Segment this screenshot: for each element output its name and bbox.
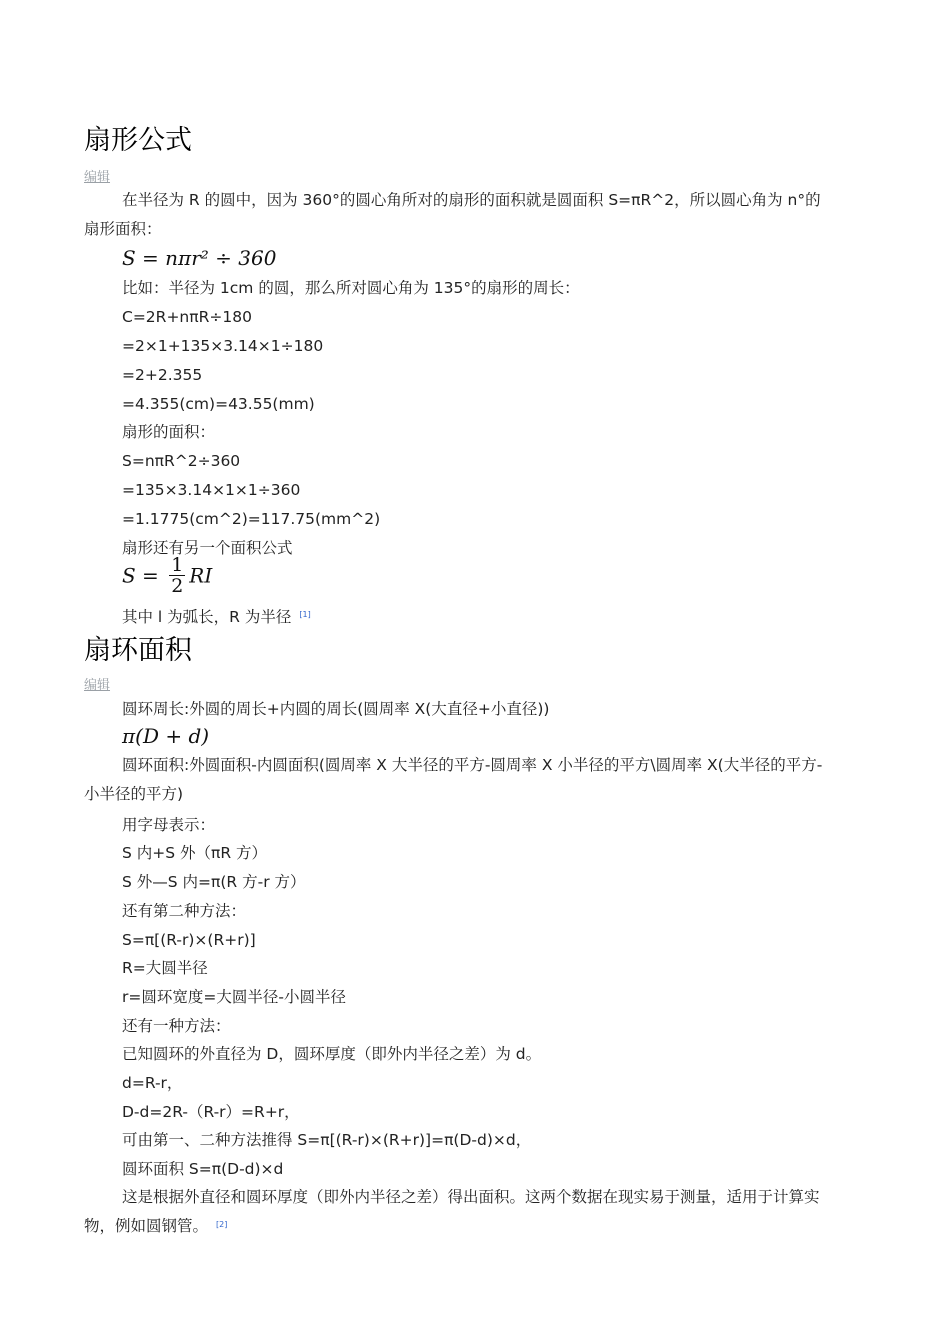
reference-link[interactable]: [2] [216,1220,228,1229]
formula-sector-area-text: S = nπr² ÷ 360 [122,246,277,270]
formula-sector-area [122,246,276,270]
text-line: S=π[(R-r)×(R+r)] [122,931,256,949]
paragraph-closing [84,1183,824,1241]
text-line-closing [122,607,311,627]
text-line: =1.1775(cm^2)=117.75(mm^2) [122,510,381,528]
text-line: 圆环周长:外圆的周长+内圆的周长(圆周率 X(大直径+小直径)) [122,700,550,718]
text-line: r=圆环宽度=大圆半径-小圆半径 [122,988,346,1006]
fraction-numerator: 1 [171,554,184,576]
text-line: 还有第二种方法： [122,902,247,920]
formula-left: S = [122,563,159,588]
closing-text: 其中 l 为弧长，R 为半径 [122,608,292,626]
text-line: =2+2.355 [122,366,203,384]
text-line: S=nπR^2÷360 [122,452,241,470]
text-line: 用字母表示： [122,816,216,834]
text-line: 扇形的面积： [122,423,216,441]
paragraph-intro: 在半径为 R 的圆中，因为 360°的圆心角所对的扇形的面积就是圆面积 S=πR^2，所以圆心角为 n°的扇形面积： [84,191,821,238]
section-heading-sector-formula: 扇形公式 [84,125,192,156]
formula-ring-perimeter-text: π(D + d) [122,724,210,748]
section-heading-ring-area: 扇环面积 [84,635,192,666]
text-line: 可由第一、二种方法推得 S=π[(R-r)×(R+r)]=π(D-d)×d， [122,1131,532,1149]
reference-link[interactable]: [1] [299,610,311,619]
text-line: =135×3.14×1×1÷360 [122,481,301,499]
edit-link[interactable]: 编辑 [84,678,111,693]
text-line: =4.355(cm)=43.55(mm) [122,395,315,413]
text-line: R=大圆半径 [122,959,208,977]
text-line: d=R-r， [122,1074,183,1092]
text-line: D-d=2R-（R-r）=R+r， [122,1103,300,1121]
closing-paragraph-text: 这是根据外直径和圆环厚度（即外内半径之差）得出面积。这两个数据在现实易于测量，适用于计算实物，例如圆钢管。 [84,1188,820,1235]
text-line: =2×1+135×3.14×1÷180 [122,337,324,355]
formula-sector-area-alt [122,555,212,596]
fraction [169,555,185,596]
edit-link[interactable]: 编辑 [84,170,111,185]
formula-right: RI [189,563,213,588]
text-line: C=2R+nπR÷180 [122,308,252,326]
text-line: 已知圆环的外直径为 D，圆环厚度（即外内半径之差）为 d。 [122,1045,542,1063]
text-line: 比如：半径为 1cm 的圆，那么所对圆心角为 135°的扇形的周长： [122,279,580,297]
formula-ring-perimeter [122,724,209,748]
text-line: 圆环面积 S=π(D-d)×d [122,1160,284,1178]
text-line: 扇形还有另一个面积公式 [122,539,293,557]
fraction-denominator: 2 [171,575,184,597]
text-line: S 外—S 内=π(R 方-r 方） [122,873,306,891]
paragraph-ring-area: 圆环面积:外圆面积-内圆面积(圆周率 X 大半径的平方-圆周率 X 小半径的平方\圆周率 X(大半径的平方-小半径的平方) [84,756,823,803]
text-line: 还有一种方法： [122,1017,231,1035]
text-line: S 内+S 外（πR 方） [122,844,268,862]
